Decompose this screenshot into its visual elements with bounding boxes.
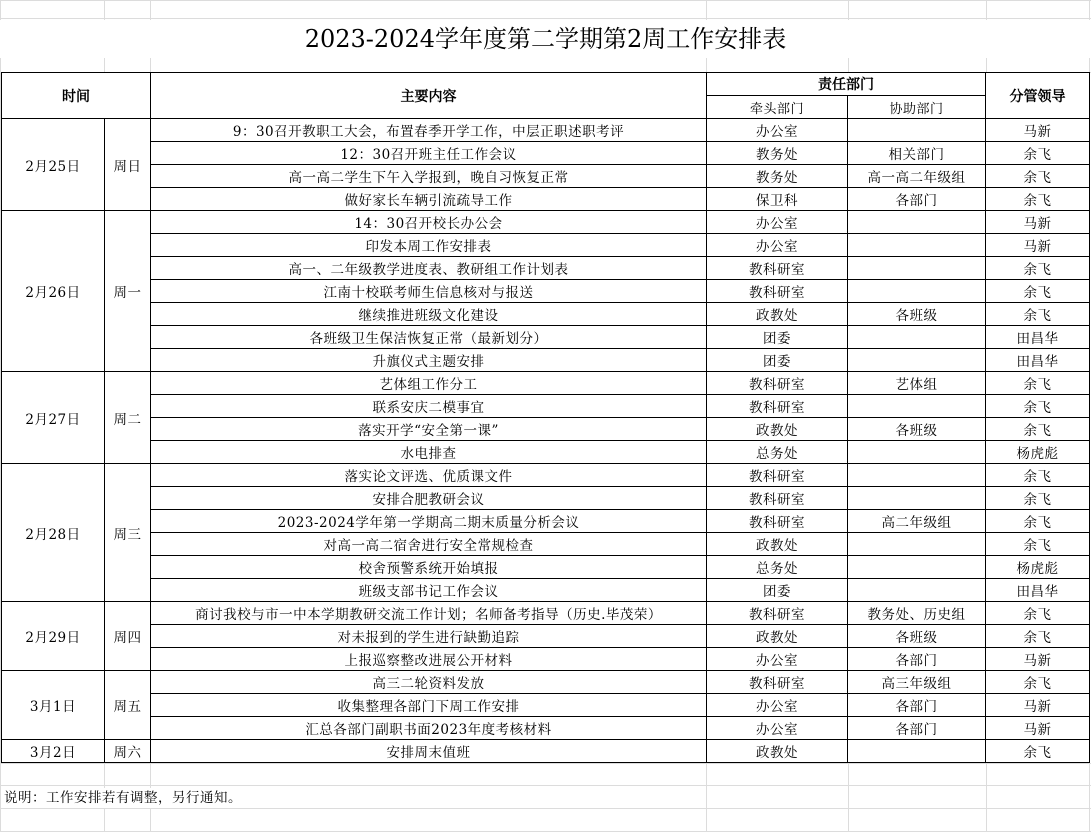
table-row xyxy=(2,119,1090,142)
assist-dept-cell[interactable]: 各班级 xyxy=(848,303,986,326)
leader-cell[interactable]: 余飞 xyxy=(986,533,1090,556)
weekday-cell[interactable]: 周四 xyxy=(105,602,151,671)
content-cell[interactable]: 落实论文评选、优质课文件 xyxy=(151,464,707,487)
footnote[interactable]: 说明：工作安排若有调整，另行通知。 xyxy=(4,788,246,808)
content-cell[interactable]: 14：30召开校长办公会 xyxy=(151,211,707,234)
table-row xyxy=(2,487,1090,510)
assist-dept-cell[interactable]: 高三年级组 xyxy=(848,671,986,694)
leader-cell[interactable]: 余飞 xyxy=(986,625,1090,648)
content-cell[interactable]: 高一高二学生下午入学报到，晚自习恢复正常 xyxy=(151,165,707,188)
assist-dept-cell[interactable] xyxy=(848,579,986,602)
table-row xyxy=(2,211,1090,234)
gridline-horizontal xyxy=(0,785,1091,786)
content-cell[interactable]: 商讨我校与市一中本学期教研交流工作计划；名师备考指导（历史.毕茂荣） xyxy=(151,602,707,625)
lead-dept-cell[interactable]: 政教处 xyxy=(707,740,848,763)
assist-dept-cell[interactable] xyxy=(848,257,986,280)
assist-dept-cell[interactable] xyxy=(848,441,986,464)
content-cell[interactable]: 江南十校联考师生信息核对与报送 xyxy=(151,280,707,303)
assist-dept-cell[interactable] xyxy=(848,326,986,349)
table-row xyxy=(2,142,1090,165)
assist-dept-cell[interactable]: 各班级 xyxy=(848,418,986,441)
lead-dept-cell[interactable]: 教科研室 xyxy=(707,395,848,418)
table-row xyxy=(2,625,1090,648)
assist-dept-cell[interactable] xyxy=(848,211,986,234)
table-row xyxy=(2,579,1090,602)
table-row xyxy=(2,188,1090,211)
leader-cell[interactable]: 余飞 xyxy=(986,602,1090,625)
content-cell[interactable]: 联系安庆二模事宜 xyxy=(151,395,707,418)
leader-cell[interactable]: 田昌华 xyxy=(986,349,1090,372)
assist-dept-cell[interactable] xyxy=(848,234,986,257)
header-row-1 xyxy=(2,73,1090,96)
content-cell[interactable]: 各班级卫生保洁恢复正常（最新划分） xyxy=(151,326,707,349)
weekday-cell[interactable]: 周五 xyxy=(105,671,151,740)
lead-dept-cell[interactable]: 教科研室 xyxy=(707,372,848,395)
lead-dept-cell[interactable]: 保卫科 xyxy=(707,188,848,211)
assist-dept-cell[interactable] xyxy=(848,119,986,142)
table-row xyxy=(2,165,1090,188)
assist-dept-cell[interactable]: 高二年级组 xyxy=(848,510,986,533)
weekday-cell[interactable]: 周三 xyxy=(105,464,151,602)
lead-dept-cell[interactable]: 团委 xyxy=(707,579,848,602)
assist-dept-cell[interactable]: 高一高二年级组 xyxy=(848,165,986,188)
content-cell[interactable]: 继续推进班级文化建设 xyxy=(151,303,707,326)
leader-cell[interactable]: 田昌华 xyxy=(986,326,1090,349)
content-cell[interactable]: 升旗仪式主题安排 xyxy=(151,349,707,372)
content-cell[interactable]: 汇总各部门副职书面2023年度考核材料 xyxy=(151,717,707,740)
table-row xyxy=(2,441,1090,464)
schedule-table-body xyxy=(2,73,1090,763)
gridline-horizontal xyxy=(0,0,1091,1)
lead-dept-cell[interactable]: 总务处 xyxy=(707,441,848,464)
table-row xyxy=(2,556,1090,579)
content-cell[interactable]: 高三二轮资料发放 xyxy=(151,671,707,694)
leader-cell[interactable]: 余飞 xyxy=(986,372,1090,395)
assist-dept-cell[interactable]: 各部门 xyxy=(848,717,986,740)
table-row xyxy=(2,395,1090,418)
date-cell[interactable]: 2月29日 xyxy=(2,602,105,671)
lead-dept-cell[interactable]: 总务处 xyxy=(707,556,848,579)
header-time[interactable]: 时间 xyxy=(2,73,151,119)
table-row xyxy=(2,602,1090,625)
lead-dept-cell[interactable]: 教科研室 xyxy=(707,671,848,694)
weekday-cell[interactable]: 周日 xyxy=(105,119,151,211)
assist-dept-cell[interactable]: 教务处、历史组 xyxy=(848,602,986,625)
lead-dept-cell[interactable]: 教务处 xyxy=(707,142,848,165)
lead-dept-cell[interactable]: 教科研室 xyxy=(707,510,848,533)
gridline-horizontal xyxy=(0,18,1091,19)
leader-cell[interactable]: 马新 xyxy=(986,234,1090,257)
content-cell[interactable]: 做好家长车辆引流疏导工作 xyxy=(151,188,707,211)
table-row xyxy=(2,418,1090,441)
assist-dept-cell[interactable] xyxy=(848,487,986,510)
table-row xyxy=(2,349,1090,372)
lead-dept-cell[interactable]: 政教处 xyxy=(707,533,848,556)
header-content[interactable]: 主要内容 xyxy=(151,73,707,119)
content-cell[interactable]: 9：30召开教职工大会，布置春季开学工作，中层正职述职考评 xyxy=(151,119,707,142)
assist-dept-cell[interactable] xyxy=(848,464,986,487)
lead-dept-cell[interactable]: 政教处 xyxy=(707,625,848,648)
weekday-cell[interactable]: 周六 xyxy=(105,740,151,763)
content-cell[interactable]: 安排合肥教研会议 xyxy=(151,487,707,510)
table-row xyxy=(2,257,1090,280)
content-cell[interactable]: 收集整理各部门下周工作安排 xyxy=(151,694,707,717)
content-cell[interactable]: 落实开学“安全第一课” xyxy=(151,418,707,441)
lead-dept-cell[interactable]: 办公室 xyxy=(707,119,848,142)
content-cell[interactable]: 艺体组工作分工 xyxy=(151,372,707,395)
assist-dept-cell[interactable]: 艺体组 xyxy=(848,372,986,395)
table-row xyxy=(2,464,1090,487)
table-row xyxy=(2,740,1090,763)
leader-cell[interactable]: 田昌华 xyxy=(986,579,1090,602)
assist-dept-cell[interactable] xyxy=(848,740,986,763)
leader-cell[interactable]: 余飞 xyxy=(986,257,1090,280)
lead-dept-cell[interactable]: 办公室 xyxy=(707,694,848,717)
leader-cell[interactable]: 杨虎彪 xyxy=(986,441,1090,464)
date-cell[interactable]: 2月27日 xyxy=(2,372,105,464)
header-assist-dept[interactable]: 协助部门 xyxy=(848,96,986,119)
table-row xyxy=(2,303,1090,326)
lead-dept-cell[interactable]: 团委 xyxy=(707,349,848,372)
leader-cell[interactable]: 马新 xyxy=(986,211,1090,234)
lead-dept-cell[interactable]: 办公室 xyxy=(707,211,848,234)
assist-dept-cell[interactable]: 各部门 xyxy=(848,188,986,211)
assist-dept-cell[interactable] xyxy=(848,349,986,372)
content-cell[interactable]: 对未报到的学生进行缺勤追踪 xyxy=(151,625,707,648)
lead-dept-cell[interactable]: 政教处 xyxy=(707,418,848,441)
lead-dept-cell[interactable]: 团委 xyxy=(707,326,848,349)
lead-dept-cell[interactable]: 政教处 xyxy=(707,303,848,326)
table-row xyxy=(2,694,1090,717)
assist-dept-cell[interactable] xyxy=(848,280,986,303)
leader-cell[interactable]: 余飞 xyxy=(986,510,1090,533)
assist-dept-cell[interactable]: 各部门 xyxy=(848,648,986,671)
leader-cell[interactable]: 余飞 xyxy=(986,740,1090,763)
leader-cell[interactable]: 马新 xyxy=(986,717,1090,740)
table-row xyxy=(2,234,1090,257)
date-cell[interactable]: 3月1日 xyxy=(2,671,105,740)
table-row xyxy=(2,510,1090,533)
leader-cell[interactable]: 余飞 xyxy=(986,671,1090,694)
content-cell[interactable]: 水电排查 xyxy=(151,441,707,464)
lead-dept-cell[interactable]: 办公室 xyxy=(707,234,848,257)
gridline-horizontal xyxy=(0,763,1091,764)
content-cell[interactable]: 上报巡察整改进展公开材料 xyxy=(151,648,707,671)
leader-cell[interactable]: 马新 xyxy=(986,694,1090,717)
content-cell[interactable]: 班级支部书记工作会议 xyxy=(151,579,707,602)
leader-cell[interactable]: 余飞 xyxy=(986,165,1090,188)
content-cell[interactable]: 校舍预警系统开始填报 xyxy=(151,556,707,579)
lead-dept-cell[interactable]: 办公室 xyxy=(707,717,848,740)
content-cell[interactable]: 12：30召开班主任工作会议 xyxy=(151,142,707,165)
content-cell[interactable]: 对高一高二宿舍进行安全常规检查 xyxy=(151,533,707,556)
leader-cell[interactable]: 余飞 xyxy=(986,280,1090,303)
lead-dept-cell[interactable]: 教科研室 xyxy=(707,464,848,487)
leader-cell[interactable]: 余飞 xyxy=(986,464,1090,487)
header-leader[interactable]: 分管领导 xyxy=(986,73,1090,119)
lead-dept-cell[interactable]: 教科研室 xyxy=(707,280,848,303)
table-row xyxy=(2,280,1090,303)
table-row xyxy=(2,372,1090,395)
table-row xyxy=(2,326,1090,349)
date-cell[interactable]: 2月25日 xyxy=(2,119,105,211)
weekday-cell[interactable]: 周二 xyxy=(105,372,151,464)
leader-cell[interactable]: 马新 xyxy=(986,648,1090,671)
content-cell[interactable]: 印发本周工作安排表 xyxy=(151,234,707,257)
table-row xyxy=(2,648,1090,671)
content-cell[interactable]: 安排周末值班 xyxy=(151,740,707,763)
lead-dept-cell[interactable]: 教务处 xyxy=(707,165,848,188)
assist-dept-cell[interactable]: 相关部门 xyxy=(848,142,986,165)
weekday-cell[interactable]: 周一 xyxy=(105,211,151,372)
date-cell[interactable]: 3月2日 xyxy=(2,740,105,763)
table-row xyxy=(2,717,1090,740)
leader-cell[interactable]: 余飞 xyxy=(986,487,1090,510)
schedule-table xyxy=(1,72,1090,763)
lead-dept-cell[interactable]: 教科研室 xyxy=(707,257,848,280)
content-cell[interactable]: 高一、二年级教学进度表、教研组工作计划表 xyxy=(151,257,707,280)
lead-dept-cell[interactable]: 教科研室 xyxy=(707,602,848,625)
leader-cell[interactable]: 余飞 xyxy=(986,395,1090,418)
lead-dept-cell[interactable]: 教科研室 xyxy=(707,487,848,510)
leader-cell[interactable]: 余飞 xyxy=(986,142,1090,165)
date-cell[interactable]: 2月26日 xyxy=(2,211,105,372)
assist-dept-cell[interactable] xyxy=(848,395,986,418)
assist-dept-cell[interactable]: 各部门 xyxy=(848,694,986,717)
leader-cell[interactable]: 杨虎彪 xyxy=(986,556,1090,579)
leader-cell[interactable]: 余飞 xyxy=(986,303,1090,326)
leader-cell[interactable]: 马新 xyxy=(986,119,1090,142)
page-title[interactable]: 2023-2024学年度第二学期第2周工作安排表 xyxy=(0,20,1091,58)
leader-cell[interactable]: 余飞 xyxy=(986,418,1090,441)
header-dept[interactable]: 责任部门 xyxy=(707,73,986,96)
header-lead-dept[interactable]: 牵头部门 xyxy=(707,96,848,119)
leader-cell[interactable]: 余飞 xyxy=(986,188,1090,211)
lead-dept-cell[interactable]: 办公室 xyxy=(707,648,848,671)
content-cell[interactable]: 2023-2024学年第一学期高二期末质量分析会议 xyxy=(151,510,707,533)
date-cell[interactable]: 2月28日 xyxy=(2,464,105,602)
assist-dept-cell[interactable] xyxy=(848,533,986,556)
assist-dept-cell[interactable] xyxy=(848,556,986,579)
gridline-horizontal xyxy=(0,808,1091,809)
assist-dept-cell[interactable]: 各班级 xyxy=(848,625,986,648)
table-row xyxy=(2,533,1090,556)
table-row xyxy=(2,671,1090,694)
